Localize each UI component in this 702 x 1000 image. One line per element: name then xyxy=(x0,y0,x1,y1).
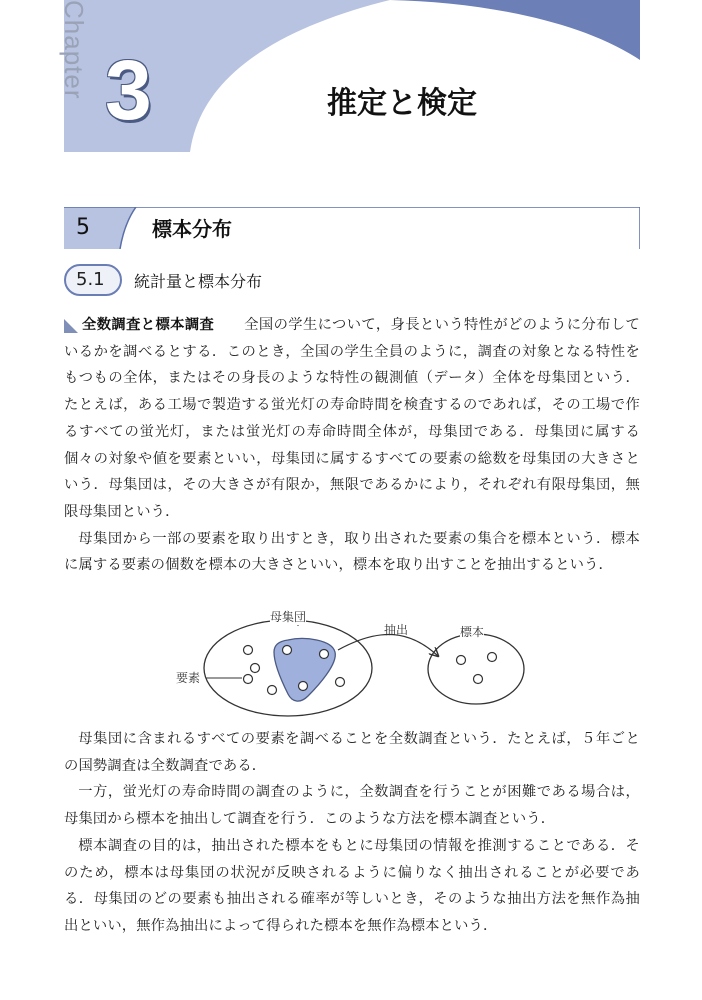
heading-marker xyxy=(64,319,78,333)
body-text-lower xyxy=(64,726,640,940)
sample-ellipse xyxy=(428,634,524,704)
section-header xyxy=(64,207,640,249)
sample-label: 標本 xyxy=(460,625,485,639)
paragraph-3: 母集団に含まれるすべての要素を調べることを全数調査という．たとえば，５年ごとの国勢調査は全数調査である． xyxy=(64,731,640,774)
paragraph-4: 一方，蛍光灯の寿命時間の調査のように，全数調査を行うことが困難である場合は，母集団から標本を抽出して調査を行う．このような方法を標本調査という． xyxy=(64,784,640,828)
element-label: 要素 xyxy=(176,671,201,685)
section-title: 標本分布 xyxy=(152,217,232,241)
chapter-header xyxy=(0,0,702,160)
paragraph-1 xyxy=(64,312,640,526)
paragraph-1-body: 全国の学生について，身長という特性がどのように分布しているかを調べるとする．このとき，全国の学生全員のように，調査の対象となる特性をもつもの全体，またはその身長のような特性の観測値（データ）全体を母集団という．たとえば，ある工場で製造する蛍光灯の寿命時間を検査するのであれば，その工場で作るすべての蛍光灯，または蛍光灯の寿命時間全体が，母集団である．母集団に属する個々の対象や値を要素といい，母集団に属するすべての要素の総数を母集団の大きさという．母集団は，その大きさが有限か，無限であるかにより，それぞれ有限母集団，無限母集団という． xyxy=(64,317,640,520)
chapter-number: 3 xyxy=(105,43,152,137)
chapter-label: Chapter xyxy=(59,0,89,100)
population-label: 母集団 xyxy=(270,610,307,624)
subsection-title: 統計量と標本分布 xyxy=(134,272,263,291)
chapter-title: 推定と検定 xyxy=(327,86,477,121)
paragraph-2: 母集団から一部の要素を取り出すとき，取り出された要素の集合を標本という．標本に属する要素の個数を標本の大きさといい，標本を取り出すことを抽出するという． xyxy=(64,530,640,574)
section-header-graphic xyxy=(64,207,640,249)
subsection-number: 5.1 xyxy=(76,269,105,290)
body-text-upper xyxy=(64,312,640,579)
section-number: 5 xyxy=(76,215,90,240)
paragraph-5: 標本調査の目的は，抽出された標本をもとに母集団の情報を推測することである．そのため，標本は母集団の状況が反映されるように偏りなく抽出されることが必要である．母集団のどの要素も抽出される確率が等しいとき，そのような抽出方法を無作為抽出といい，無作為抽出によって得られた標本を無作為標本という． xyxy=(64,837,640,934)
extraction-label: 抽出 xyxy=(384,623,409,637)
sampling-diagram xyxy=(170,612,530,722)
paragraph-heading: 全数調査と標本調査 xyxy=(64,317,214,333)
